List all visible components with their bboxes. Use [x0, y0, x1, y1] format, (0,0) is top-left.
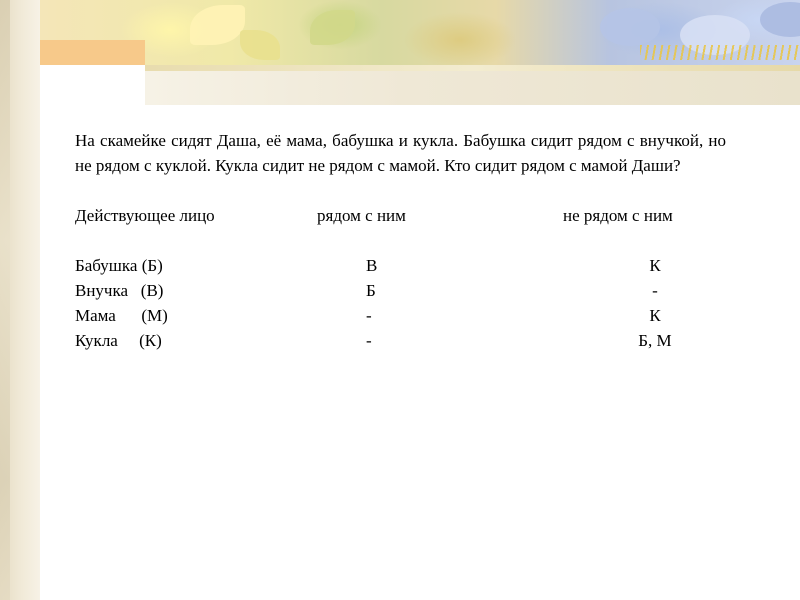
cell-next-to: Б: [366, 281, 376, 300]
table-header: [75, 203, 726, 228]
cell-not-next-to: К: [649, 256, 661, 275]
leaf-shape: [240, 30, 280, 60]
header-next-to: рядом с ним: [317, 206, 406, 225]
banner-ribbon: [145, 65, 800, 71]
stone-shape: [600, 8, 660, 46]
banner-photo-strip: [40, 0, 800, 65]
cell-person: Мама (М): [75, 306, 168, 325]
table-row: [75, 253, 726, 278]
leaf-shape: [310, 10, 355, 45]
table-row: [75, 328, 726, 353]
banner-lower-band: [145, 65, 800, 105]
header-not-next-to: не рядом с ним: [563, 206, 673, 225]
problem-text: На скамейке сидят Даша, её мама, бабушка и кукла. Бабушка сидит рядом с внучкой, но не рядом с куклой. Кукла сидит не рядом с мамой. Кто сидит рядом с мамой Даши?: [75, 131, 726, 175]
slide-content: [75, 128, 726, 353]
cell-person: Кукла (К): [75, 331, 162, 350]
grass-texture: [640, 45, 800, 60]
cell-not-next-to: -: [652, 281, 658, 300]
stone-shape: [760, 2, 800, 37]
table-row: [75, 278, 726, 303]
leaf-shape: [190, 5, 245, 45]
decorative-banner: [0, 0, 800, 105]
cell-next-to: В: [366, 256, 378, 275]
table-body: [75, 253, 726, 353]
header-person: Действующее лицо: [75, 206, 215, 225]
cell-next-to: -: [366, 306, 372, 325]
table-row: [75, 303, 726, 328]
cell-person: Бабушка (Б): [75, 256, 163, 275]
cell-next-to: -: [366, 331, 372, 350]
cell-not-next-to: К: [649, 306, 661, 325]
cell-not-next-to: Б, М: [638, 331, 672, 350]
cell-person: Внучка (В): [75, 281, 164, 300]
banner-orange-block: [40, 40, 145, 65]
